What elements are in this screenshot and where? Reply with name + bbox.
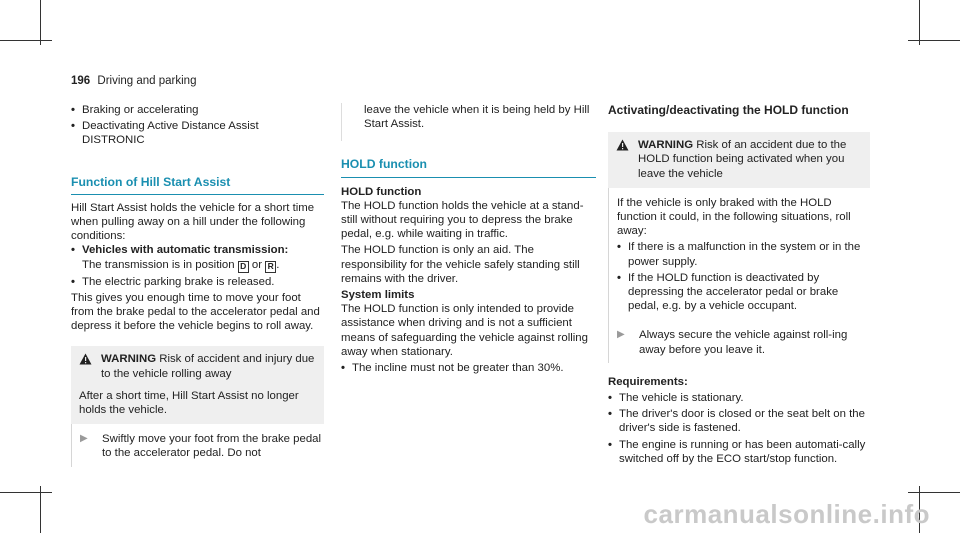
warning-box: WARNING Risk of accident and injury due to the vehicle rolling away After a short time, Hill Start Assist no longer holds the vehicle.	[71, 346, 324, 424]
section-title: Driving and parking	[97, 75, 197, 87]
warning-label: WARNING	[638, 139, 694, 152]
list-item: • The electric parking brake is released.	[71, 275, 275, 288]
list-item: • If the HOLD function is deactivated by depressing the accelerator pedal or brake pedal, e.g. by a vehicle occupant.	[617, 271, 839, 313]
subheading: Requirements:	[608, 375, 688, 388]
crop-mark	[40, 0, 41, 45]
subheading: HOLD function	[341, 185, 422, 198]
column-1	[71, 103, 324, 467]
list-item: • The driver's door is closed or the seat belt on the driver's side is fastened.	[608, 408, 865, 435]
list-item: • Braking or accelerating	[71, 104, 199, 116]
crop-mark	[0, 40, 52, 41]
list-item: • The engine is running or has been automati-cally switched off by the ECO start/stop function.	[608, 438, 866, 465]
list-item: • Deactivating Active Distance Assist DISTRONIC	[71, 120, 259, 147]
warning-continuation	[341, 103, 596, 141]
crop-mark	[908, 492, 960, 493]
paragraph: Hill Start Assist holds the vehicle for a short time when pulling away on a hill under the following conditions:	[71, 201, 315, 243]
list-item: • If there is a malfunction in the system or in the power supply.	[617, 241, 861, 268]
paragraph: This gives you enough time to move your foot from the brake pedal to the accelerator pedal and depress it before the vehicle begins to roll away.	[71, 291, 320, 333]
section-heading: HOLD function	[341, 157, 427, 172]
list-item: • The vehicle is stationary.	[608, 392, 744, 405]
subheading: System limits	[341, 289, 415, 302]
list-item: • The incline must not be greater than 30%.	[341, 362, 564, 375]
warning-body: If the vehicle is only braked with the HOLD function it could, in the following situations, roll away:	[617, 196, 851, 238]
arrow-right-icon: ▶	[80, 433, 88, 445]
crop-mark	[40, 486, 41, 533]
column-3	[608, 103, 870, 466]
watermark: carmanualsonline.info	[643, 498, 930, 529]
column-2	[341, 103, 596, 375]
warning-triangle-icon	[616, 138, 638, 181]
warning-continuation	[608, 188, 870, 363]
list-item: • Vehicles with automatic transmission: The transmission is in position D or R .	[71, 244, 289, 271]
warning-continuation	[71, 424, 324, 466]
divider	[341, 177, 596, 178]
crop-mark	[908, 40, 960, 41]
arrow-right-icon: ▶	[617, 329, 625, 341]
tip: ▶ Always secure the vehicle against roll-ing away before you leave it.	[617, 329, 848, 356]
condition-title: Vehicles with automatic transmission:	[82, 244, 289, 257]
paragraph: The HOLD function is only an aid. The responsibility for the vehicle safely standing still remains with the driver.	[341, 244, 580, 285]
warning-triangle-icon	[79, 352, 101, 380]
paragraph: The HOLD function is only intended to provide assistance when driving and is not a sufficient means of safeguarding the vehicle against rolling away when stationary.	[341, 303, 588, 358]
crop-mark	[919, 0, 920, 45]
tip-continued: leave the vehicle when it is being held by Hill Start Assist.	[364, 104, 590, 131]
section-heading: Function of Hill Start Assist	[71, 174, 231, 189]
page-header	[71, 74, 371, 88]
warning-body: After a short time, Hill Start Assist no longer holds the vehicle.	[79, 389, 299, 417]
gear-d-icon: D	[238, 261, 249, 273]
warning-box: WARNING Risk of an accident due to the HOLD function being activated when you leave the vehicle	[608, 132, 870, 188]
divider	[71, 194, 324, 195]
crop-mark	[0, 492, 52, 493]
page-number: 196	[71, 75, 91, 87]
section-heading: Activating/deactivating the HOLD function	[608, 103, 849, 117]
gear-r-icon: R	[265, 261, 276, 273]
paragraph: The HOLD function holds the vehicle at a stand-still without requiring you to depress the brake pedal, e.g. while waiting in traffic.	[341, 199, 584, 241]
warning-label: WARNING	[101, 353, 157, 366]
tip: ▶ Swiftly move your foot from the brake pedal to the accelerator pedal. Do not	[80, 433, 322, 460]
